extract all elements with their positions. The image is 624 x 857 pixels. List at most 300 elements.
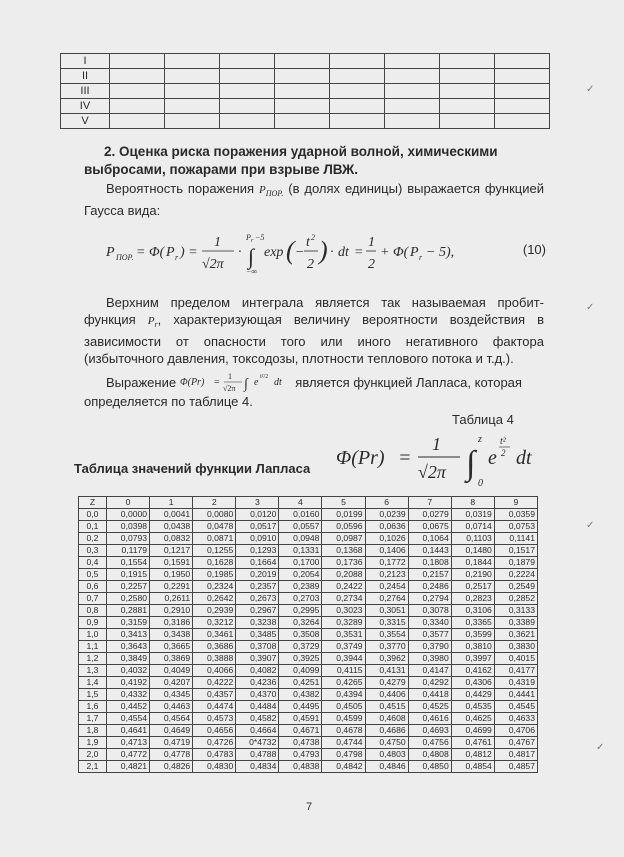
empty-cell [220, 114, 275, 129]
svg-text:Φ(Pr): Φ(Pr) [179, 377, 204, 388]
table-cell: 0,2580 [107, 593, 150, 605]
z-value-cell: 1,9 [79, 737, 107, 749]
svg-text:r: r [419, 253, 423, 262]
table-cell: 0,4192 [107, 677, 150, 689]
svg-text:) =: ) = [180, 245, 198, 260]
empty-cell [110, 54, 165, 69]
z-value-cell: 0,9 [79, 617, 107, 629]
table-cell: 0,0359 [494, 509, 537, 521]
empty-cell [440, 99, 495, 114]
svg-text:−5: −5 [255, 233, 265, 242]
table-cell: 0,2019 [236, 569, 279, 581]
empty-cell [330, 69, 385, 84]
empty-cell [440, 69, 495, 84]
table-cell: 0,0160 [279, 509, 322, 521]
empty-cell [110, 114, 165, 129]
table-cell: 0,2486 [408, 581, 451, 593]
table-cell: 0,4616 [408, 713, 451, 725]
roman-numeral-cell: III [61, 84, 110, 99]
table-cell: 0,4846 [365, 761, 408, 773]
empty-cell [165, 84, 220, 99]
table-cell: 0,4207 [150, 677, 193, 689]
table-cell: 0,4441 [494, 689, 537, 701]
roman-table-row [61, 69, 550, 84]
table-cell: 0,3962 [365, 653, 408, 665]
table-cell: 0,0517 [236, 521, 279, 533]
svg-text:2: 2 [368, 257, 375, 272]
table-cell: 0,4463 [150, 701, 193, 713]
svg-text:∫: ∫ [248, 244, 255, 269]
table-cell: 0,1255 [193, 545, 236, 557]
table-cell: 0,3925 [279, 653, 322, 665]
svg-text:P: P [410, 245, 419, 260]
table-row [79, 737, 538, 749]
table-cell: 0,3340 [408, 617, 451, 629]
gauss-formula-graphic [106, 228, 496, 278]
z-value-cell: 0,3 [79, 545, 107, 557]
empty-cell [440, 84, 495, 99]
table-cell: 0,4738 [279, 737, 322, 749]
table-cell: 0,3643 [107, 641, 150, 653]
table-cell: 0,4147 [408, 665, 451, 677]
table-row [79, 677, 538, 689]
svg-text:e: e [488, 447, 497, 469]
roman-table-row [61, 99, 550, 114]
empty-cell [495, 114, 550, 129]
table-cell: 0,4686 [365, 725, 408, 737]
table-cell: 0,4793 [279, 749, 322, 761]
table-cell: 0,4713 [107, 737, 150, 749]
laplace-table-title: Таблица значений функции Лапласа [74, 461, 311, 476]
table-cell: 0,0910 [236, 533, 279, 545]
table-cell: 0,4099 [279, 665, 322, 677]
table-cell: 0,3413 [107, 629, 150, 641]
svg-text:exp: exp [264, 245, 284, 260]
svg-text:= Φ(: = Φ( [136, 245, 165, 260]
page-number: 7 [306, 801, 313, 813]
table-cell: 0,3577 [408, 629, 451, 641]
table-cell: 0,3749 [322, 641, 365, 653]
table-cell: 0,0948 [279, 533, 322, 545]
table-cell: 0,2673 [236, 593, 279, 605]
svg-text:Φ(Pr): Φ(Pr) [336, 447, 385, 469]
table-cell: 0,4719 [150, 737, 193, 749]
table-cell: 0,1368 [322, 545, 365, 557]
table-cell: 0,4484 [236, 701, 279, 713]
empty-cell [440, 54, 495, 69]
table-row [79, 569, 538, 581]
table-cell: 0,3997 [451, 653, 494, 665]
paragraph-text: Верхним пределом интеграла является так называемая пробит-функция [84, 295, 544, 327]
table-cell: 0,4279 [365, 677, 408, 689]
table-cell: 0,4319 [494, 677, 537, 689]
table-cell: 0,2291 [150, 581, 193, 593]
table-cell: 0,3133 [494, 605, 537, 617]
table-row [79, 617, 538, 629]
table-cell: 0,0199 [322, 509, 365, 521]
table-row [79, 725, 538, 737]
table-cell: 0,2967 [236, 605, 279, 617]
table-cell: 0,1591 [150, 557, 193, 569]
table-cell: 0,1141 [494, 533, 537, 545]
z-value-cell: 0,8 [79, 605, 107, 617]
table-cell: 0,1664 [236, 557, 279, 569]
table-cell: 0,4826 [150, 761, 193, 773]
svg-text:2: 2 [311, 233, 315, 242]
roman-numeral-cell: I [61, 54, 110, 69]
empty-cell [330, 99, 385, 114]
table-cell: 0,4082 [236, 665, 279, 677]
empty-cell [330, 54, 385, 69]
table-cell: 0,4032 [107, 665, 150, 677]
table-cell: 0,3554 [365, 629, 408, 641]
paragraph-probability [84, 180, 544, 219]
empty-cell [330, 84, 385, 99]
table-cell: 0,3078 [408, 605, 451, 617]
table-cell: 0,4554 [107, 713, 150, 725]
symbol-pr: $P_r$ [147, 315, 158, 330]
section-heading: 2. Оценка риска поражения ударной волной, химическими выбросами, пожарами при взрыве ЛВЖ. [84, 144, 498, 177]
table-row [79, 509, 538, 521]
table-cell: 0,4788 [236, 749, 279, 761]
table-cell: 0,3315 [365, 617, 408, 629]
table-cell: 0,4332 [107, 689, 150, 701]
table-cell: 0,2517 [451, 581, 494, 593]
z-value-cell: 1,2 [79, 653, 107, 665]
table-cell: 0,4236 [236, 677, 279, 689]
table-cell: 0,0793 [107, 533, 150, 545]
empty-cell [275, 54, 330, 69]
svg-text:P: P [166, 245, 175, 260]
table-cell: 0,3389 [494, 617, 537, 629]
table-cell: 0,4778 [150, 749, 193, 761]
table-cell: 0,0319 [451, 509, 494, 521]
margin-mark: ✓ [586, 84, 595, 95]
table-cell: 0,0478 [193, 521, 236, 533]
table-cell: 0,4345 [150, 689, 193, 701]
table-cell: 0,3708 [236, 641, 279, 653]
column-header: 3 [236, 497, 279, 509]
table-cell: 0,3810 [451, 641, 494, 653]
empty-cell [220, 69, 275, 84]
table-cell: 0,1517 [494, 545, 537, 557]
table-cell: 0,3599 [451, 629, 494, 641]
table-cell: 0,4049 [150, 665, 193, 677]
empty-cell [110, 99, 165, 114]
table-cell: 0,4591 [279, 713, 322, 725]
table-cell: 0,2549 [494, 581, 537, 593]
roman-numeral-cell: IV [61, 99, 110, 114]
table-row [79, 653, 538, 665]
table-cell: 0,2823 [451, 593, 494, 605]
empty-cell [385, 69, 440, 84]
table-cell: 0,1217 [150, 545, 193, 557]
table-cell: 0,0557 [279, 521, 322, 533]
z-value-cell: 0,7 [79, 593, 107, 605]
table-cell: 0,4772 [107, 749, 150, 761]
table-cell: 0,4808 [408, 749, 451, 761]
empty-cell [495, 69, 550, 84]
svg-text:√2π: √2π [418, 462, 446, 482]
inline-laplace-formula [180, 371, 292, 393]
table-cell: 0,0080 [193, 509, 236, 521]
table-cell: 0,4357 [193, 689, 236, 701]
svg-text:·: · [238, 245, 242, 260]
table-cell: 0,4452 [107, 701, 150, 713]
empty-cell [275, 84, 330, 99]
svg-text:t²/2: t²/2 [259, 374, 268, 380]
table-cell: 0,4854 [451, 761, 494, 773]
table-cell: 0,4693 [408, 725, 451, 737]
margin-mark: ✓ [586, 302, 595, 313]
empty-cell [220, 99, 275, 114]
svg-text:1: 1 [368, 235, 375, 250]
table-cell: 0,4830 [193, 761, 236, 773]
table-cell: 0,4678 [322, 725, 365, 737]
table-row [79, 749, 538, 761]
table-cell: 0,0987 [322, 533, 365, 545]
z-value-cell: 1,6 [79, 701, 107, 713]
svg-text:0: 0 [478, 478, 483, 489]
z-value-cell: 2,0 [79, 749, 107, 761]
svg-text:·: · [330, 245, 334, 260]
table-cell: 0,4545 [494, 701, 537, 713]
table-cell: 0,2389 [279, 581, 322, 593]
table-cell: 0,1480 [451, 545, 494, 557]
z-value-cell: 1,4 [79, 677, 107, 689]
table-cell: 0,1406 [365, 545, 408, 557]
table-cell: 0,3485 [236, 629, 279, 641]
equation-number: (10) [522, 242, 546, 257]
table-row [79, 701, 538, 713]
z-value-cell: 0,5 [79, 569, 107, 581]
table-cell: 0,2224 [494, 569, 537, 581]
table-row [79, 545, 538, 557]
z-value-cell: 1,3 [79, 665, 107, 677]
table-cell: 0,3830 [494, 641, 537, 653]
empty-cell [220, 54, 275, 69]
paragraph-text: (в долях единицы) выражается функцией Гаусса вида: [84, 181, 544, 219]
table-cell: 0,4649 [150, 725, 193, 737]
table-cell: 0,4382 [279, 689, 322, 701]
table-cell: 0,3531 [322, 629, 365, 641]
table-cell: 0,4394 [322, 689, 365, 701]
table-cell: 0,4429 [451, 689, 494, 701]
table-cell: 0,3888 [193, 653, 236, 665]
table-cell: 0,2852 [494, 593, 537, 605]
table-cell: 0,3621 [494, 629, 537, 641]
empty-cell [275, 69, 330, 84]
table-cell: 0,4495 [279, 701, 322, 713]
empty-cell [220, 84, 275, 99]
table-cell: 0,4850 [408, 761, 451, 773]
svg-text:∫: ∫ [243, 377, 248, 392]
svg-text:=: = [213, 377, 220, 388]
paragraph-text: Выражение [106, 375, 180, 390]
table-cell: 0,2703 [279, 593, 322, 605]
empty-cell [495, 84, 550, 99]
laplace-values-table [78, 496, 538, 773]
table-row [79, 533, 538, 545]
table-cell: 0,3106 [451, 605, 494, 617]
table-cell: 0,0120 [236, 509, 279, 521]
table-cell: 0,2910 [150, 605, 193, 617]
svg-text:dt: dt [516, 447, 532, 469]
table-cell: 0,4162 [451, 665, 494, 677]
table-cell: 0,3869 [150, 653, 193, 665]
table-cell: 0,0000 [107, 509, 150, 521]
table-cell: 0*4732 [236, 737, 279, 749]
table-cell: 0,1443 [408, 545, 451, 557]
roman-table-row [61, 114, 550, 129]
table-cell: 0,4767 [494, 737, 537, 749]
table-cell: 0,2454 [365, 581, 408, 593]
table-cell: 0,3849 [107, 653, 150, 665]
table-cell: 0,3729 [279, 641, 322, 653]
svg-text:e: e [253, 377, 259, 388]
svg-text:1: 1 [214, 235, 221, 250]
empty-cell [385, 99, 440, 114]
svg-text:2: 2 [307, 257, 314, 272]
table-row [79, 713, 538, 725]
table-cell: 0,4798 [322, 749, 365, 761]
table-cell: 0,0636 [365, 521, 408, 533]
svg-text:=: = [398, 447, 412, 469]
svg-text:∫: ∫ [466, 445, 476, 482]
table-cell: 0,3461 [193, 629, 236, 641]
table-cell: 0,4706 [494, 725, 537, 737]
table-cell: 0,4744 [322, 737, 365, 749]
svg-text:√2π: √2π [202, 257, 224, 272]
z-value-cell: 1,8 [79, 725, 107, 737]
table-cell: 0,0832 [150, 533, 193, 545]
table-cell: 0,3438 [150, 629, 193, 641]
empty-cell [275, 99, 330, 114]
table-cell: 0,2764 [365, 593, 408, 605]
z-value-cell: 0,1 [79, 521, 107, 533]
empty-cell [165, 114, 220, 129]
svg-text:P: P [246, 233, 251, 242]
table-cell: 0,2324 [193, 581, 236, 593]
table-cell: 0,0279 [408, 509, 451, 521]
table-cell: 0,2088 [322, 569, 365, 581]
table-cell: 0,4066 [193, 665, 236, 677]
table-cell: 0,2794 [408, 593, 451, 605]
svg-text:t: t [306, 235, 310, 250]
table-cell: 0,3238 [236, 617, 279, 629]
z-value-cell: 1,7 [79, 713, 107, 725]
table-cell: 0,1879 [494, 557, 537, 569]
table-cell: 0,4131 [365, 665, 408, 677]
table-cell: 0,4608 [365, 713, 408, 725]
column-header: 7 [408, 497, 451, 509]
table-cell: 0,4015 [494, 653, 537, 665]
svg-text:1: 1 [227, 372, 232, 381]
table-cell: 0,3907 [236, 653, 279, 665]
table-cell: 0,4671 [279, 725, 322, 737]
table-cell: 0,1179 [107, 545, 150, 557]
table-cell: 0,0239 [365, 509, 408, 521]
table-cell: 0,1736 [322, 557, 365, 569]
z-value-cell: 0,4 [79, 557, 107, 569]
table-cell: 0,3212 [193, 617, 236, 629]
table-cell: 0,1554 [107, 557, 150, 569]
z-value-cell: 2,1 [79, 761, 107, 773]
column-header: 8 [451, 497, 494, 509]
paragraph-probit [84, 294, 544, 367]
table-cell: 0,4783 [193, 749, 236, 761]
table-cell: 0,4406 [365, 689, 408, 701]
empty-cell [165, 69, 220, 84]
table-cell: 0,4817 [494, 749, 537, 761]
table-cell: 0,4535 [451, 701, 494, 713]
column-header: 9 [494, 497, 537, 509]
svg-text:t²: t² [500, 436, 506, 447]
table-cell: 0,4842 [322, 761, 365, 773]
paragraph-text: , характеризующая величину вероятности воздействия в зависимости от опасности того или иного негативного фактора (избыточного давления, токсодозы, плотности теплового потока и т.д.). [84, 312, 544, 367]
svg-text:z: z [478, 434, 482, 445]
column-header: 6 [365, 497, 408, 509]
table-cell: 0,0871 [193, 533, 236, 545]
table-cell: 0,4834 [236, 761, 279, 773]
table-cell: 0,2157 [408, 569, 451, 581]
table-cell: 0,2939 [193, 605, 236, 617]
svg-text:): ) [319, 236, 328, 265]
table-cell: 0,2123 [365, 569, 408, 581]
svg-text:√2π: √2π [222, 384, 236, 393]
table-cell: 0,4292 [408, 677, 451, 689]
table-cell: 0,4641 [107, 725, 150, 737]
table-row [79, 557, 538, 569]
table-row [79, 665, 538, 677]
table-row [79, 521, 538, 533]
table-cell: 0,4821 [107, 761, 150, 773]
table-cell: 0,1985 [193, 569, 236, 581]
table-cell: 0,3790 [408, 641, 451, 653]
empty-cell [110, 69, 165, 84]
table-cell: 0,3770 [365, 641, 408, 653]
table-cell: 0,2422 [322, 581, 365, 593]
table-cell: 0,3051 [365, 605, 408, 617]
table-cell: 0,1026 [365, 533, 408, 545]
table-row [79, 641, 538, 653]
table-cell: 0,3264 [279, 617, 322, 629]
table-cell: 0,4656 [193, 725, 236, 737]
table-cell: 0,3686 [193, 641, 236, 653]
table-cell: 0,2734 [322, 593, 365, 605]
table-row [79, 605, 538, 617]
paragraph-laplace [84, 371, 544, 410]
empty-cell [385, 84, 440, 99]
table-caption-number: Таблица 4 [452, 412, 514, 427]
table-cell: 0,4177 [494, 665, 537, 677]
table-cell: 0,4564 [150, 713, 193, 725]
table-cell: 0,4857 [494, 761, 537, 773]
table-cell: 0,1628 [193, 557, 236, 569]
table-row [79, 581, 538, 593]
table-cell: 0,2190 [451, 569, 494, 581]
z-value-cell: 1,1 [79, 641, 107, 653]
svg-text:r: r [251, 238, 254, 244]
empty-cell [165, 54, 220, 69]
table-cell: 0,2995 [279, 605, 322, 617]
svg-text:P: P [106, 245, 115, 260]
table-cell: 0,4625 [451, 713, 494, 725]
table-cell: 0,3508 [279, 629, 322, 641]
table-cell: 0,3186 [150, 617, 193, 629]
empty-cell [385, 114, 440, 129]
table-row [79, 761, 538, 773]
